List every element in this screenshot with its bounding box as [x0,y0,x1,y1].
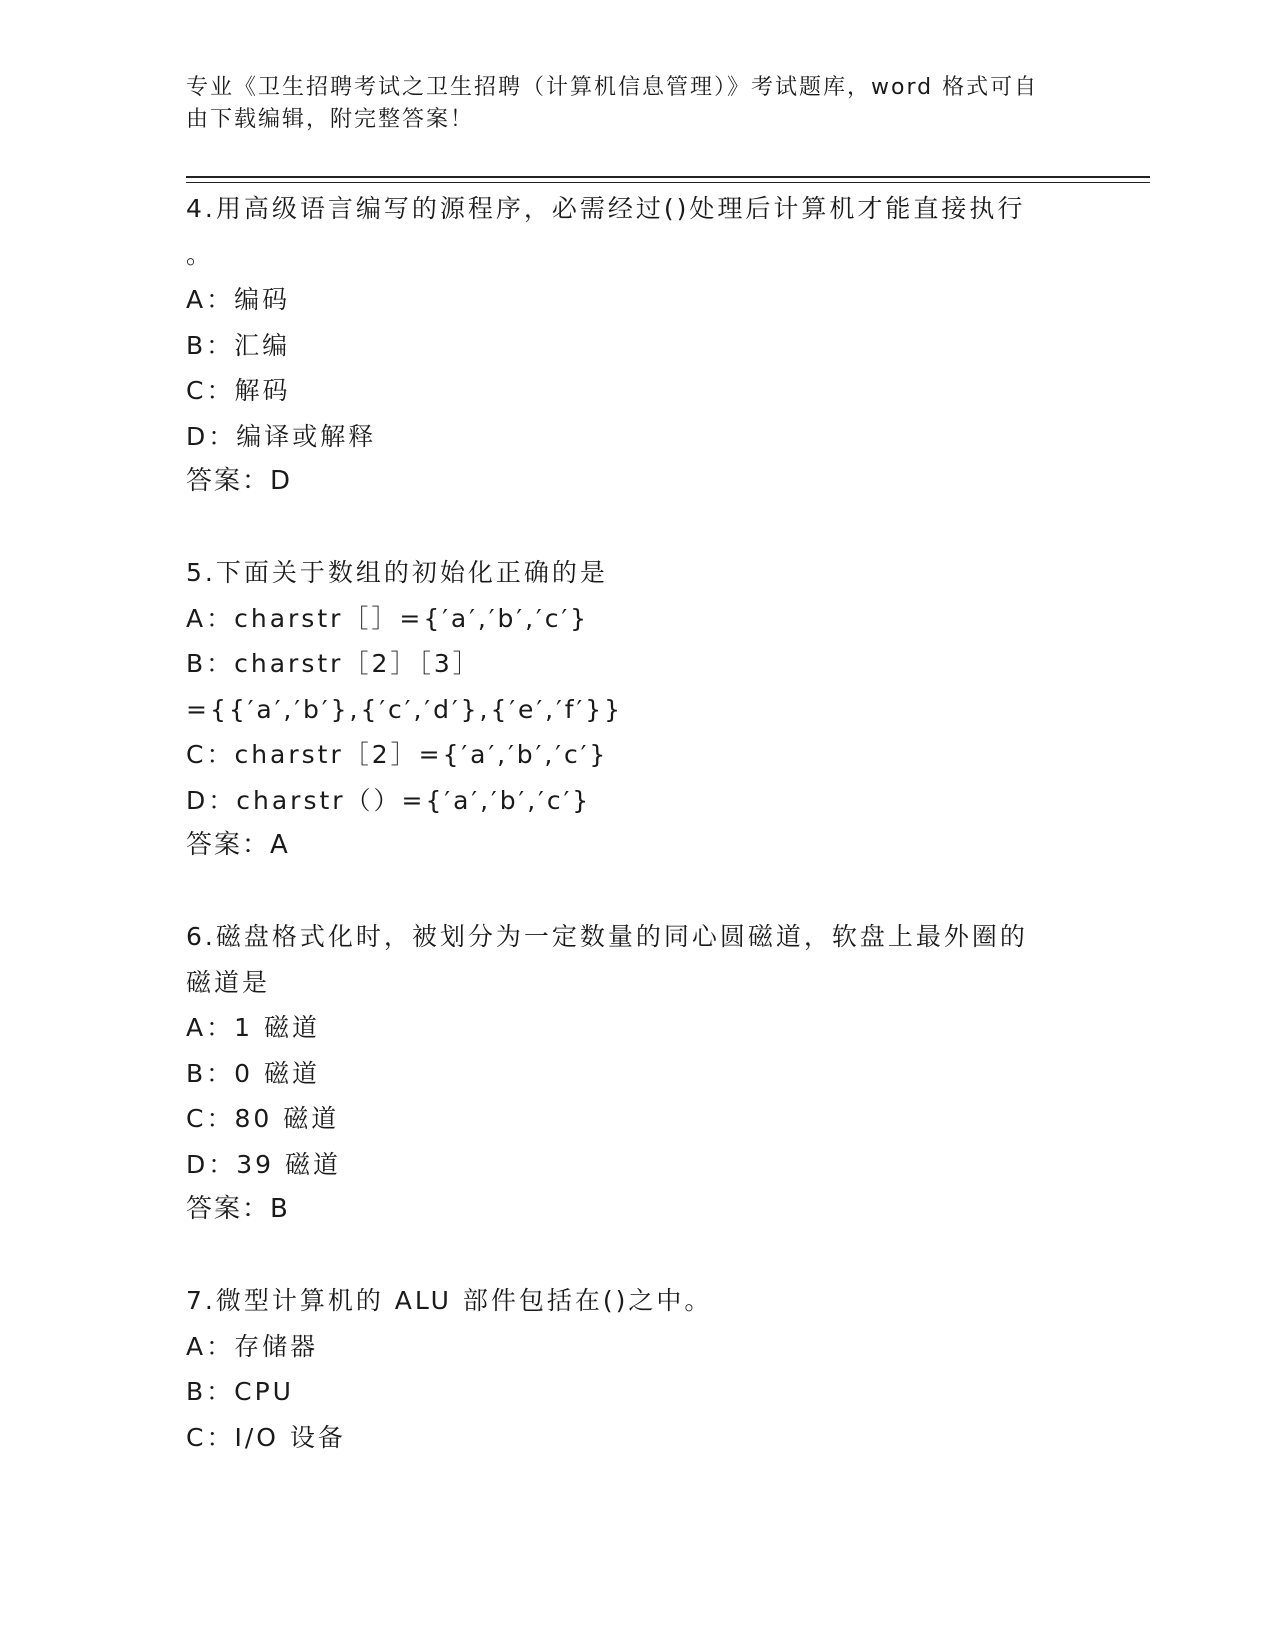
question-option: B：CPU [186,1377,294,1406]
question-stem: 4.用高级语言编写的源程序，必需经过()处理后计算机才能直接执行 [186,194,1026,223]
question-answer: 答案：B [186,1194,290,1224]
question-option: C：80 磁道 [186,1104,340,1133]
question-answer: 答案：A [186,830,290,860]
question-stem: 7.微型计算机的 ALU 部件包括在()之中。 [186,1286,713,1315]
question-option: D：39 磁道 [186,1149,342,1179]
question-option: ={{′a′,′b′},{′c′,′d′},{′e′,′f′}} [186,694,624,724]
question-spacer [186,505,1076,551]
question-stem: 磁道是 [186,967,271,997]
header-divider-thin [186,182,1150,183]
question-option: D：编译或解释 [186,421,377,451]
question-block [186,1278,1076,1460]
header-line: 由下载编辑，附完整答案！ [186,107,475,132]
question-option: B：0 磁道 [186,1058,321,1088]
question-list [186,186,1076,1460]
question-block [186,186,1076,550]
question-stem: 6.磁盘格式化时，被划分为一定数量的同心圆磁道，软盘上最外圈的 [186,922,1028,951]
question-answer: 答案：D [186,466,293,496]
question-option: A：编码 [186,285,291,314]
question-option: C：解码 [186,376,291,405]
document-header [186,72,1066,136]
question-block [186,914,1076,1278]
question-spacer [186,1233,1076,1279]
question-option: C：I/O 设备 [186,1422,346,1452]
question-option: D：charstr（）={′a′,′b′,′c′} [186,785,592,815]
question-stem: 。 [186,239,215,269]
header-line: 专业《卫生招聘考试之卫生招聘（计算机信息管理）》考试题库，word 格式可自 [186,75,1039,100]
question-stem: 5.下面关于数组的初始化正确的是 [186,558,608,587]
question-option: A：存储器 [186,1331,319,1361]
question-option: A：charstr［］={′a′,′b′,′c′} [186,603,590,633]
question-option: B：charstr［2］［3］ [186,649,481,678]
question-spacer [186,869,1076,915]
question-option: C：charstr［2］={′a′,′b′,′c′} [186,740,609,769]
question-option: A：1 磁道 [186,1013,320,1042]
header-divider [186,176,1150,178]
question-option: B：汇编 [186,330,291,360]
question-block [186,550,1076,914]
